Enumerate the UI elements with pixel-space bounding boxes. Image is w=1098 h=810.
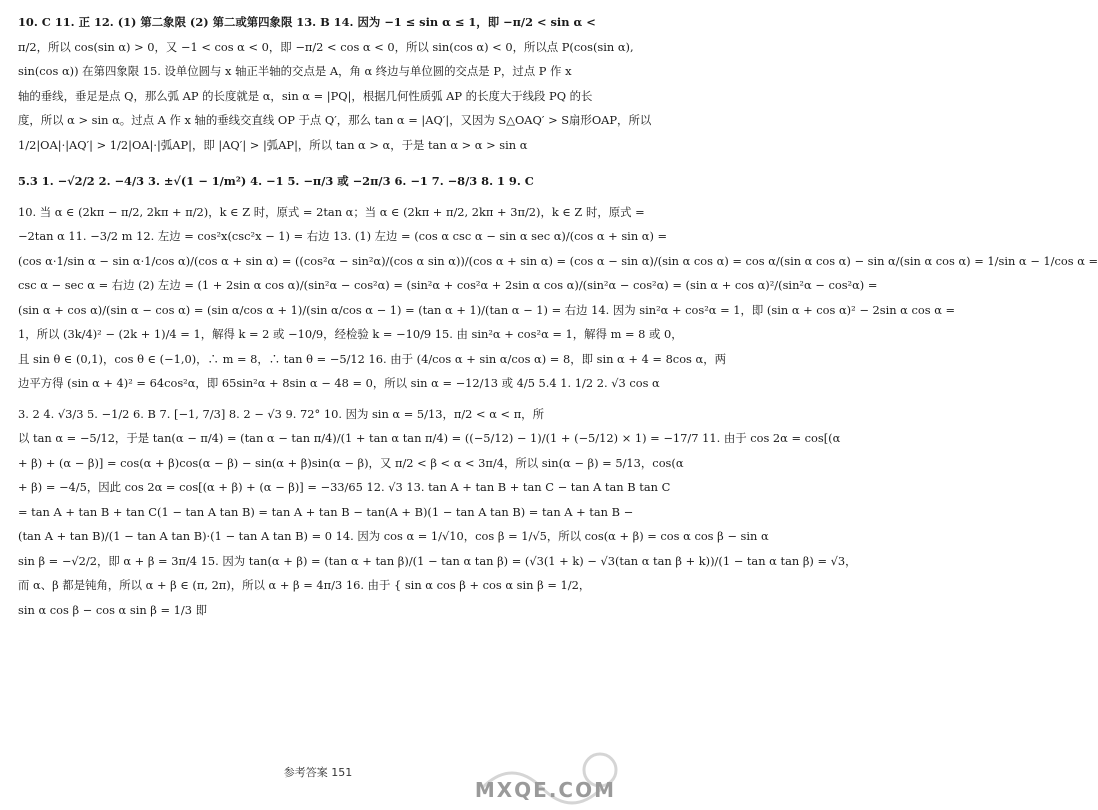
answer-line: 且 sin θ ∈ (0,1)，cos θ ∈ (−1,0)，∴ m = 8，∴ tan θ = −5/12 16. 由于 (4/cos α + sin α/cos α) = 8，即 sin α + 4 = 8cos α，两	[18, 351, 726, 366]
answer-line: 度，所以 α > sin α。过点 A 作 x 轴的垂线交直线 OP 于点 Q′，那么 tan α = |AQ′|，又因为 S△OAQ′ > S扇形OAP，所以	[18, 113, 652, 127]
answer-line: 3. 2 4. √3/3 5. −1/2 6. B 7. [−1, 7/3] 8. 2 − √3 9. 72° 10. 因为 sin α = 5/13，π/2 < α < π，所	[18, 406, 544, 421]
answer-line: 边平方得 (sin α + 4)² = 64cos²α，即 65sin²α + 8sin α − 48 = 0，所以 sin α = −12/13 或 4/5 5.4 1. 1/2 2. √3 cos α	[18, 376, 660, 390]
answer-line: (tan A + tan B)/(1 − tan A tan B)·(1 − tan A tan B) = 0 14. 因为 cos α = 1/√10，cos β = 1/√5，所以 cos(α + β) = cos α cos β − sin α	[18, 529, 769, 543]
answer-line: sin α cos β − cos α sin β = 1/3 即	[18, 602, 208, 617]
answer-page	[18, 10, 1098, 622]
answer-line: −2tan α 11. −3/2 m 12. 左边 = cos²x(csc²x − 1) = 右边 13. (1) 左边 = (cos α csc α − sin α sec α)/(cos α + sin α) =	[18, 229, 668, 243]
answer-line: csc α − sec α = 右边 (2) 左边 = (1 + 2sin α cos α)/(sin²α − cos²α) = (sin²α + cos²α + 2sin α cos α)/(sin²α − cos²α) = (sin α + cos α)²/(sin²α − cos²α) =	[18, 278, 878, 292]
answer-line: + β) = −4/5，因此 cos 2α = cos[(α + β) + (α − β)] = −33/65 12. √3 13. tan A + tan B + tan C − tan A tan B tan C	[18, 480, 671, 494]
answer-line: sin β = −√2/2，即 α + β = 3π/4 15. 因为 tan(α + β) = (tan α + tan β)/(1 − tan α tan β) = (√3(1 + k) − √3(tan α tan β + k))/(1 − tan α tan β) = √3，	[18, 553, 857, 568]
answer-line: 以 tan α = −5/12，于是 tan(α − π/4) = (tan α − tan π/4)/(1 + tan α tan π/4) = ((−5/12) − 1)/(1 + (−5/12) × 1) = −17/7 11. 由于 cos 2α = cos[(α	[18, 431, 841, 445]
answer-line: 10. C 11. 正 12. (1) 第二象限 (2) 第二或第四象限 13. B 14. 因为 −1 ≤ sin α ≤ 1，即 −π/2 < sin α <	[18, 15, 596, 29]
answer-line: π/2，所以 cos(sin α) > 0，又 −1 < cos α < 0，即 −π/2 < cos α < 0，所以 sin(cos α) < 0，所以点 P(cos(sin α),	[18, 39, 634, 54]
answer-line: 5.3 1. −√2/2 2. −4/3 3. ±√(1 − 1/m²) 4. −1 5. −π/3 或 −2π/3 6. −1 7. −8/3 8. 1 9. C	[18, 174, 534, 188]
page-footer: 参考答案 151	[283, 766, 353, 779]
answer-line: 10. 当 α ∈ (2kπ − π/2, 2kπ + π/2)，k ∈ Z 时，原式 = 2tan α；当 α ∈ (2kπ + π/2, 2kπ + 3π/2)，k ∈ Z 时，原式 =	[18, 204, 645, 219]
answer-line: 1，所以 (3k/4)² − (2k + 1)/4 = 1，解得 k = 2 或 −10/9，经检验 k = −10/9 15. 由 sin²α + cos²α = 1，解得 m = 8 或 0，	[18, 327, 683, 341]
answer-line: = tan A + tan B + tan C(1 − tan A tan B) = tan A + tan B − tan(A + B)(1 − tan A tan B) = tan A + tan B −	[18, 504, 634, 519]
answer-line: 1/2|OA|·|AQ′| > 1/2|OA|·|弧AP|，即 |AQ′| > |弧AP|，所以 tan α > α，于是 tan α > α > sin α	[18, 137, 528, 152]
answer-line: (cos α·1/sin α − sin α·1/cos α)/(cos α + sin α) = ((cos²α − sin²α)/(cos α sin α))/(cos α + sin α) = (cos α − sin α)/(sin α cos α) = cos α/(sin α cos α) − sin α/(sin α cos α) = 1/sin α − 1/cos α =	[18, 253, 1098, 268]
answer-line: 轴的垂线，垂足是点 Q，那么弧 AP 的长度就是 α，sin α = |PQ|，根据几何性质弧 AP 的长度大于线段 PQ 的长	[18, 88, 593, 103]
answer-line: + β) + (α − β)] = cos(α + β)cos(α − β) − sin(α + β)sin(α − β)，又 π/2 < β < α < 3π/4，所以 sin(α − β) = 5/13，cos(α	[18, 455, 684, 470]
watermark-text: MXQE.COM	[474, 778, 616, 802]
answer-line: 而 α、β 都是钝角，所以 α + β ∈ (π, 2π)，所以 α + β = 4π/3 16. 由于 { sin α cos β + cos α sin β = 1/2，	[18, 578, 591, 592]
answer-line: sin(cos α)) 在第四象限 15. 设单位圆与 x 轴正半轴的交点是 A，角 α 终边与单位圆的交点是 P，过点 P 作 x	[18, 64, 572, 78]
answer-line: (sin α + cos α)/(sin α − cos α) = (sin α/cos α + 1)/(sin α/cos α − 1) = (tan α + 1)/(tan α − 1) = 右边 14. 因为 sin²α + cos²α = 1，即 (sin α + cos α)² − 2sin α cos α =	[18, 302, 956, 317]
